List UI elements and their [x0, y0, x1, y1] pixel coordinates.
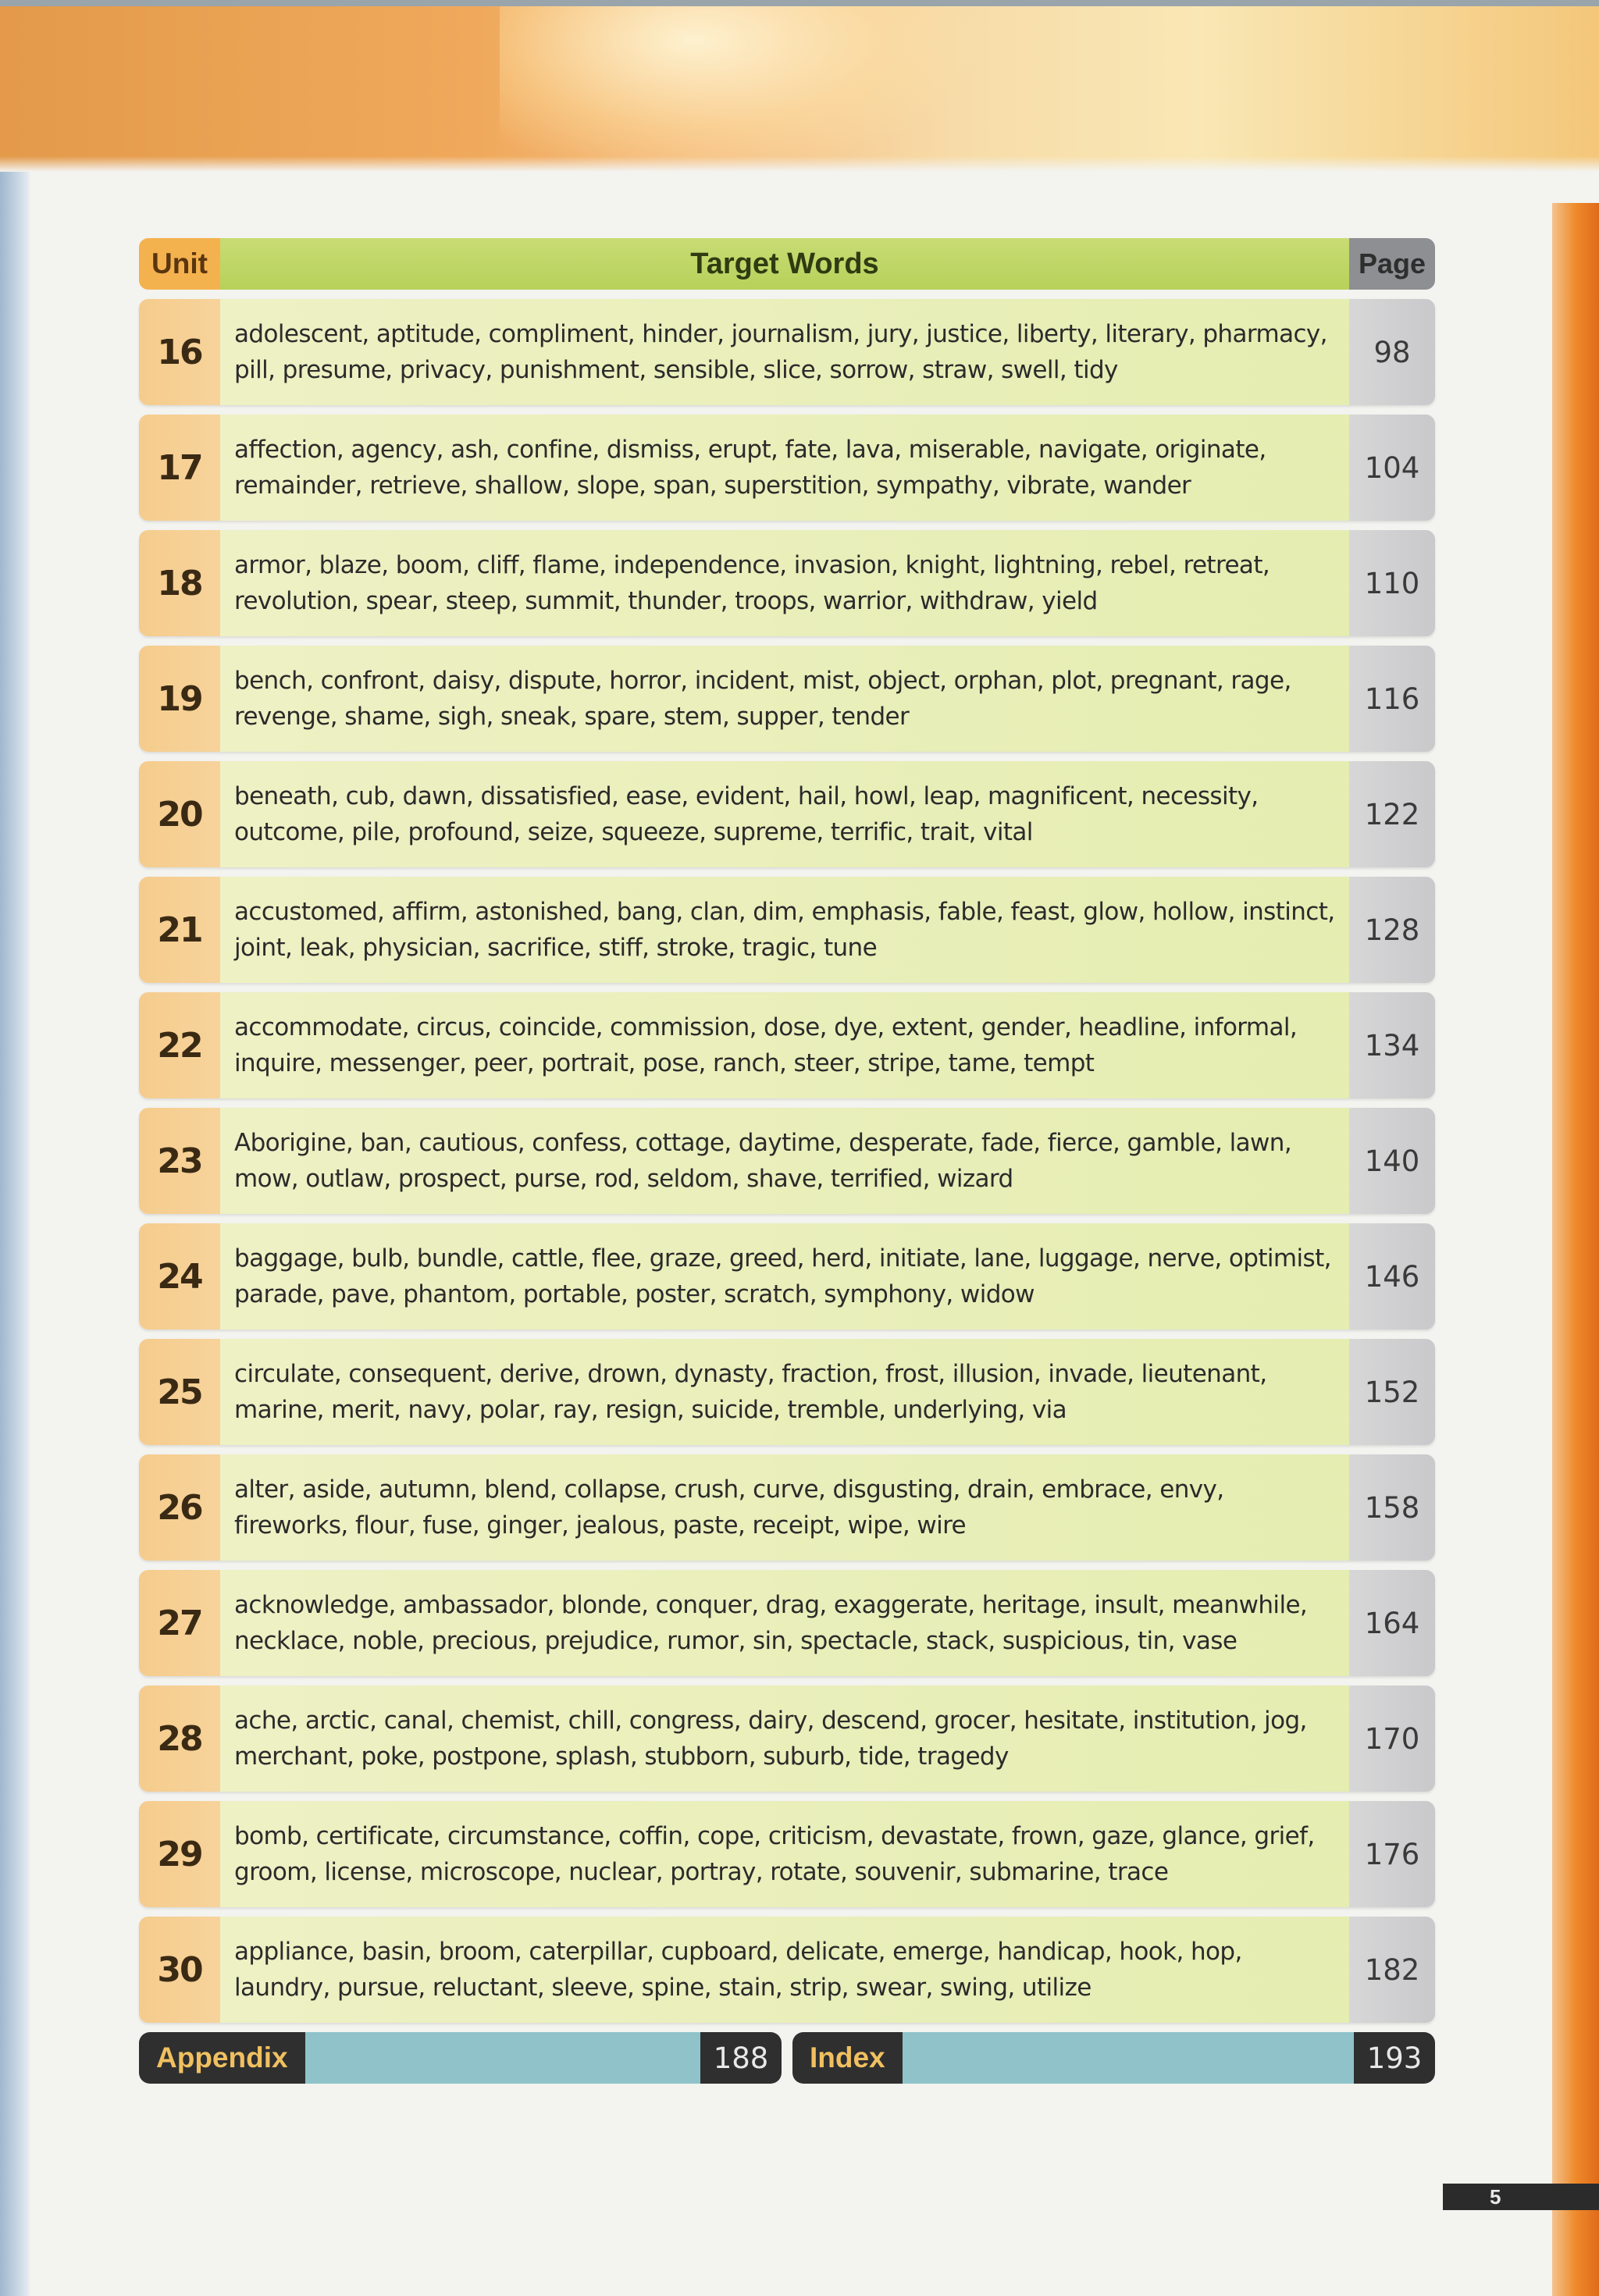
- target-words: appliance, basin, broom, caterpillar, cupboard, delicate, emerge, handicap, hook, hop, laundry, pursue, reluctant, sleeve, spine, stain, strip, swear, swing, utilize: [220, 1917, 1349, 2023]
- header-target-words: Target Words: [220, 238, 1349, 290]
- page-edge: [0, 0, 30, 2296]
- table-row: [139, 1570, 1435, 1676]
- table-row: [139, 877, 1435, 983]
- unit-number: 26: [139, 1454, 220, 1561]
- table-row: [139, 1917, 1435, 2023]
- appendix-label: Appendix: [139, 2032, 305, 2084]
- target-words: accustomed, affirm, astonished, bang, clan, dim, emphasis, fable, feast, glow, hollow, instinct, joint, leak, physician, sacrifice, stiff, stroke, tragic, tune: [220, 877, 1349, 983]
- right-edge-tab: [1552, 203, 1599, 2296]
- target-words: beneath, cub, dawn, dissatisfied, ease, evident, hail, howl, leap, magnificent, necessity, outcome, pile, profound, seize, squeeze, supreme, terrific, trait, vital: [220, 761, 1349, 867]
- table-row: [139, 1108, 1435, 1214]
- page-ref: 182: [1349, 1917, 1435, 2023]
- table-footer: [139, 2032, 1435, 2084]
- contents-table: [139, 238, 1435, 2084]
- target-words: bomb, certificate, circumstance, coffin, cope, criticism, devastate, frown, gaze, glance, grief, groom, license, microscope, nuclear, portray, rotate, souvenir, submarine, trace: [220, 1801, 1349, 1907]
- unit-number: 19: [139, 646, 220, 752]
- index-label: Index: [792, 2032, 903, 2084]
- header-unit: Unit: [139, 238, 220, 290]
- table-row: [139, 992, 1435, 1098]
- index-entry[interactable]: [792, 2032, 1435, 2084]
- unit-number: 29: [139, 1801, 220, 1907]
- page-ref: 146: [1349, 1223, 1435, 1330]
- table-row: [139, 1223, 1435, 1330]
- page-ref: 116: [1349, 646, 1435, 752]
- unit-number: 30: [139, 1917, 220, 2023]
- page-ref: 158: [1349, 1454, 1435, 1561]
- page-ref: 104: [1349, 415, 1435, 521]
- table-row: [139, 530, 1435, 636]
- table-row: [139, 299, 1435, 405]
- table-row: [139, 761, 1435, 867]
- target-words: alter, aside, autumn, blend, collapse, crush, curve, disgusting, drain, embrace, envy, fireworks, flour, fuse, ginger, jealous, paste, receipt, wipe, wire: [220, 1454, 1349, 1561]
- target-words: accommodate, circus, coincide, commission, dose, dye, extent, gender, headline, informal, inquire, messenger, peer, portrait, pose, ranch, steer, stripe, tame, tempt: [220, 992, 1349, 1098]
- unit-number: 24: [139, 1223, 220, 1330]
- table-row: [139, 1454, 1435, 1561]
- header-page: Page: [1349, 238, 1435, 290]
- page-ref: 134: [1349, 992, 1435, 1098]
- target-words: bench, confront, daisy, dispute, horror, incident, mist, object, orphan, plot, pregnant, rage, revenge, shame, sigh, sneak, spare, stem, supper, tender: [220, 646, 1349, 752]
- unit-number: 16: [139, 299, 220, 405]
- table-row: [139, 1801, 1435, 1907]
- page-ref: 122: [1349, 761, 1435, 867]
- target-words: adolescent, aptitude, compliment, hinder, journalism, jury, justice, liberty, literary, pharmacy, pill, presume, privacy, punishment, sensible, slice, sorrow, straw, swell, tidy: [220, 299, 1349, 405]
- unit-number: 22: [139, 992, 220, 1098]
- table-row: [139, 1339, 1435, 1445]
- target-words: circulate, consequent, derive, drown, dynasty, fraction, frost, illusion, invade, lieutenant, marine, merit, navy, polar, ray, resign, suicide, tremble, underlying, via: [220, 1339, 1349, 1445]
- page-ref: 170: [1349, 1686, 1435, 1792]
- index-page: 193: [1354, 2032, 1435, 2084]
- page-ref: 110: [1349, 530, 1435, 636]
- appendix-page: 188: [700, 2032, 782, 2084]
- target-words: Aborigine, ban, cautious, confess, cottage, daytime, desperate, fade, fierce, gamble, lawn, mow, outlaw, prospect, purse, rod, seldom, shave, terrified, wizard: [220, 1108, 1349, 1214]
- unit-number: 18: [139, 530, 220, 636]
- page-ref: 128: [1349, 877, 1435, 983]
- page-ref: 140: [1349, 1108, 1435, 1214]
- table-row: [139, 415, 1435, 521]
- banner-decoration: [500, 6, 984, 178]
- unit-number: 20: [139, 761, 220, 867]
- table-row: [139, 646, 1435, 752]
- index-bar: [903, 2032, 1354, 2084]
- page-ref: 152: [1349, 1339, 1435, 1445]
- unit-number: 23: [139, 1108, 220, 1214]
- table-row: [139, 1686, 1435, 1792]
- target-words: baggage, bulb, bundle, cattle, flee, graze, greed, herd, initiate, lane, luggage, nerve, optimist, parade, pave, phantom, portable, poster, scratch, symphony, widow: [220, 1223, 1349, 1330]
- target-words: acknowledge, ambassador, blonde, conquer, drag, exaggerate, heritage, insult, meanwhile, necklace, noble, precious, prejudice, rumor, sin, spectacle, stack, suspicious, tin, vase: [220, 1570, 1349, 1676]
- unit-number: 21: [139, 877, 220, 983]
- page-ref: 98: [1349, 299, 1435, 405]
- top-banner: [0, 0, 1599, 172]
- target-words: ache, arctic, canal, chemist, chill, congress, dairy, descend, grocer, hesitate, institution, jog, merchant, poke, postpone, splash, stubborn, suburb, tide, tragedy: [220, 1686, 1349, 1792]
- target-words: armor, blaze, boom, cliff, flame, independence, invasion, knight, lightning, rebel, retreat, revolution, spear, steep, summit, thunder, troops, warrior, withdraw, yield: [220, 530, 1349, 636]
- table-rows: [139, 299, 1435, 2023]
- table-header: [139, 238, 1435, 290]
- page-ref: 164: [1349, 1570, 1435, 1676]
- appendix-entry[interactable]: [139, 2032, 782, 2084]
- unit-number: 27: [139, 1570, 220, 1676]
- target-words: affection, agency, ash, confine, dismiss, erupt, fate, lava, miserable, navigate, originate, remainder, retrieve, shallow, slope, span, superstition, sympathy, vibrate, wander: [220, 415, 1349, 521]
- page-number: 5: [1443, 2184, 1599, 2210]
- page-ref: 176: [1349, 1801, 1435, 1907]
- unit-number: 28: [139, 1686, 220, 1792]
- unit-number: 17: [139, 415, 220, 521]
- appendix-bar: [305, 2032, 700, 2084]
- unit-number: 25: [139, 1339, 220, 1445]
